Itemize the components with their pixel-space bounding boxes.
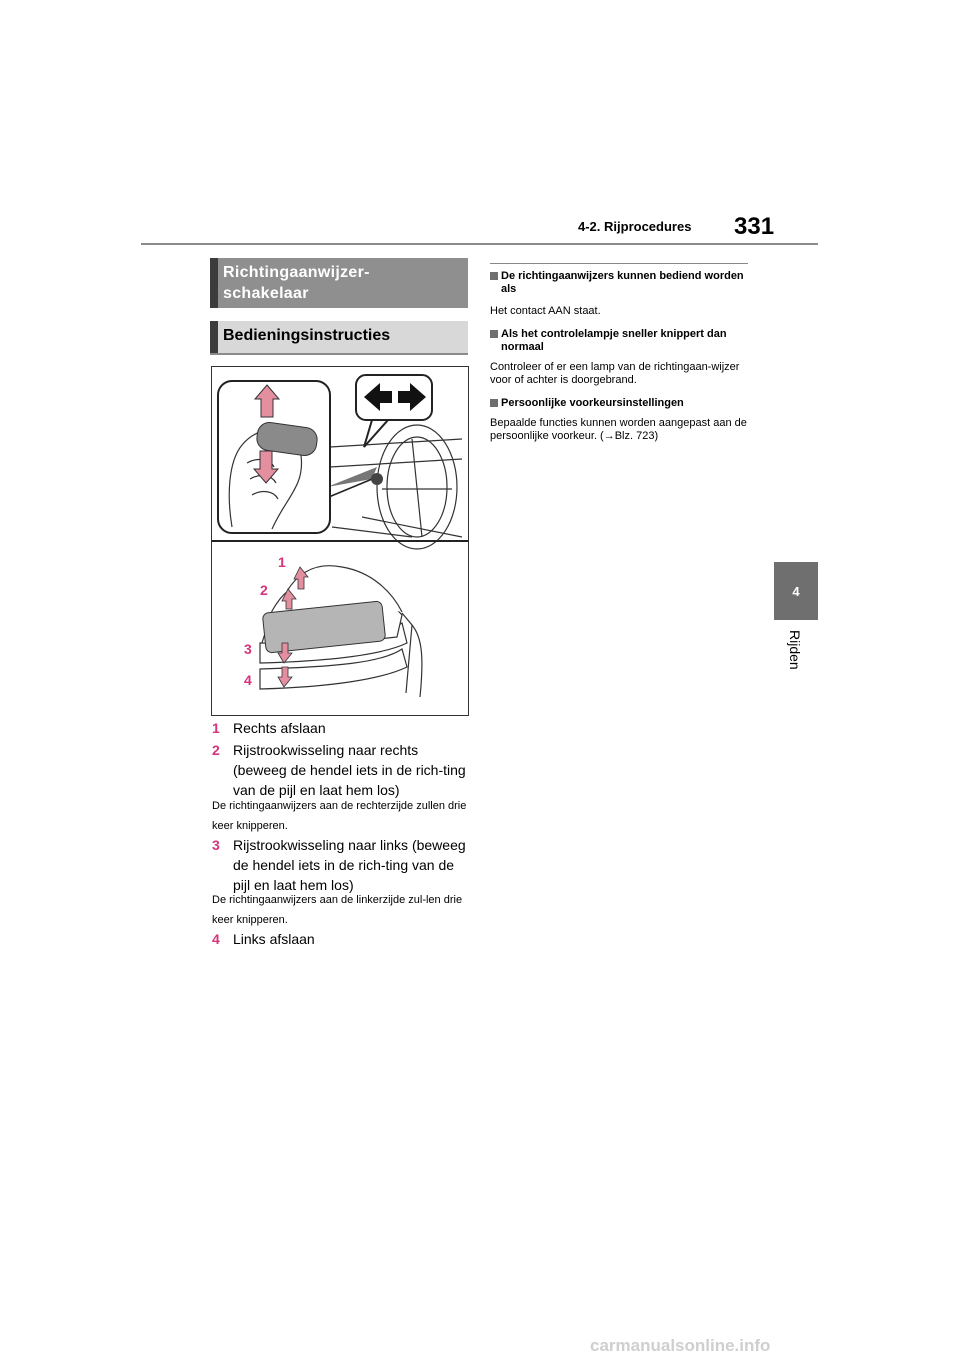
figure-label-1: 1 <box>278 554 286 570</box>
figure-label-2: 2 <box>260 582 268 598</box>
column-rule <box>490 263 748 264</box>
chapter-tab <box>774 562 818 620</box>
item-text: Links afslaan <box>233 931 315 947</box>
turn-signal-illustration <box>211 366 469 716</box>
heading-bar <box>210 321 218 353</box>
square-bullet-icon <box>490 330 498 338</box>
sub-heading-box <box>210 321 468 355</box>
header-rule <box>141 243 818 245</box>
note-text: De richtingaanwijzers aan de linkerzijde zul-len drie keer knipperen. <box>212 894 463 926</box>
page-number: 331 <box>734 213 775 240</box>
lever-diagram <box>212 367 468 715</box>
item-text: Rijstrookwisseling naar links (beweeg de hendel iets in de rich-ting van de pijl en laat hem los) <box>233 837 466 893</box>
main-heading-box <box>210 258 468 308</box>
main-heading: Richtingaanwijzer- schakelaar <box>223 264 370 302</box>
chapter-label: Rijden <box>787 630 803 670</box>
item-number: 3 <box>212 837 220 853</box>
info-body: Het contact AAN staat. <box>490 305 601 317</box>
section-title: 4-2. Rijprocedures <box>578 219 692 234</box>
item-number: 1 <box>212 720 220 736</box>
figure-label-4: 4 <box>244 672 252 688</box>
note-text: De richtingaanwijzers aan de rechterzijde zullen drie keer knipperen. <box>212 800 467 832</box>
square-bullet-icon <box>490 272 498 280</box>
sub-heading: Bedieningsinstructies <box>223 327 391 344</box>
item-number: 2 <box>212 742 220 758</box>
chapter-number: 4 <box>792 583 800 599</box>
item-text: Rechts afslaan <box>233 720 326 736</box>
figure-label-3: 3 <box>244 641 252 657</box>
square-bullet-icon <box>490 399 498 407</box>
item-text: Rijstrookwisseling naar rechts (beweeg de hendel iets in de rich-ting van de pijl en laat hem los) <box>233 742 466 798</box>
watermark: carmanualsonline.info <box>590 1336 771 1355</box>
heading-bar <box>210 258 218 308</box>
item-number: 4 <box>212 931 220 947</box>
info-body: Bepaalde functies kunnen worden aangepast aan de persoonlijke voorkeur. (→Blz. 723) <box>490 417 747 442</box>
info-body: Controleer of er een lamp van de richtingaan-wijzer voor of achter is doorgebrand. <box>490 361 740 386</box>
